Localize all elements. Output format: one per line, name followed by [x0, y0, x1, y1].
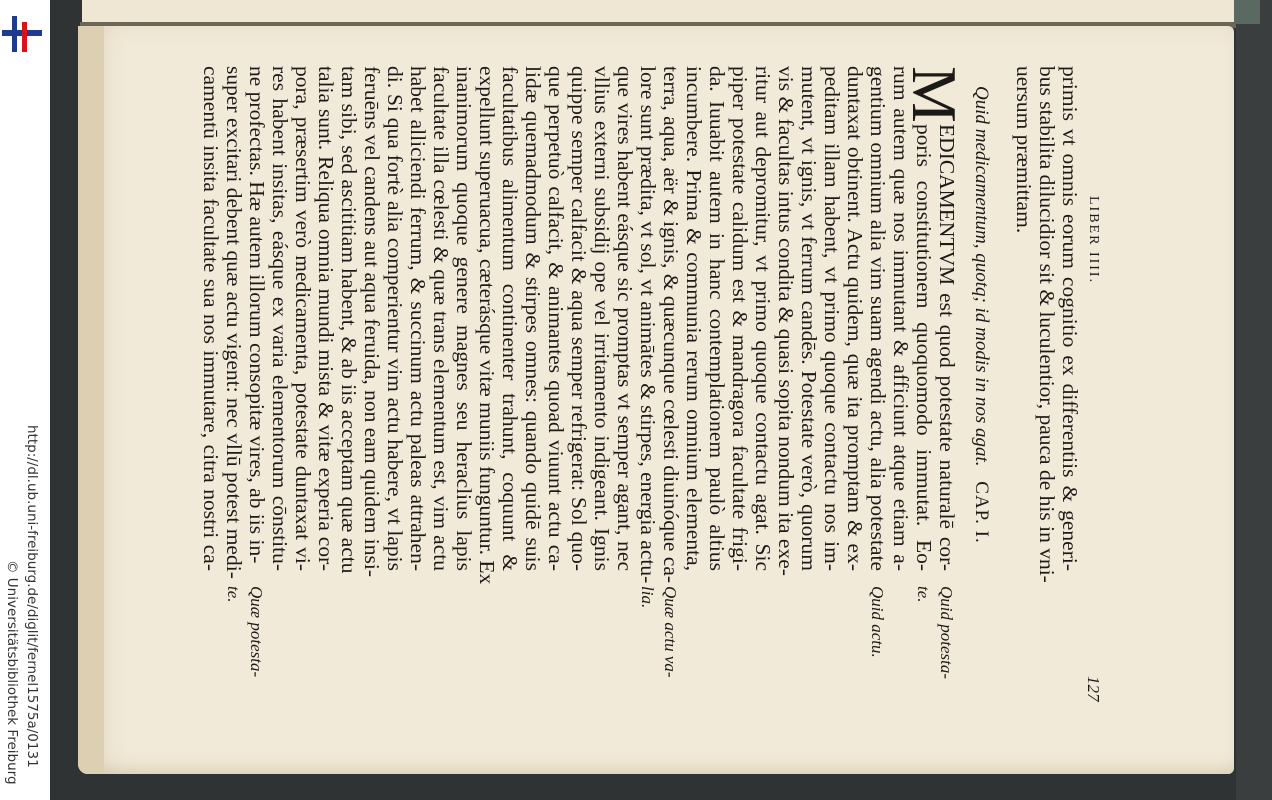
body-line: res habent insitas, eásque ex varia elementorum cōnstitu-: [268, 66, 292, 571]
library-logo[interactable]: [2, 16, 42, 56]
body-line: lidæ quemadmodum & stirpes omnes: quando quidē suis: [521, 66, 545, 571]
body-line: que perpetuò calfacit, & animantes quoad viuunt actu ca-: [544, 66, 568, 571]
body-line: tam sibi, sed ascititiam habent, & ab iis acceptam quæ actu: [337, 66, 361, 574]
page-number: 127: [1084, 676, 1103, 702]
side-strip: [0, 0, 50, 800]
margin-note: Quæ actu va-: [661, 586, 680, 678]
body-line: peditam illam habent, vt primo quoque contactu nos im-: [820, 66, 844, 571]
intro-line: bus stabilita dilucidior sit & luculentior, pauca de his in vni-: [1035, 66, 1059, 583]
body-line: super excitari debent quæ actu vigent: nec vllū potest medi-: [222, 66, 246, 579]
margin-note: lia.: [638, 586, 657, 609]
drop-cap: M: [899, 66, 970, 123]
body-line: duntaxat obtinent. Actu quidem, quæ ita promptam & ex-: [843, 66, 867, 571]
body-line: da. Iuuabit autem in hanc contemplationem paulò altius: [705, 66, 729, 571]
body-line: facultatibus alimentum continenter trahunt, coquunt &: [498, 66, 522, 571]
margin-note: te.: [224, 586, 243, 603]
body-line: camentū insita facultate sua nos immutare, citra nostri ca-: [199, 66, 223, 571]
logo-bar: [12, 16, 17, 52]
body-line: rum autem quæ nos immutant & afficiunt atque etiam a-: [889, 66, 913, 571]
body-line: vllius externi subsidij ope vel irritamento indigeant. Ignis: [590, 66, 614, 571]
body-line: incumbere. Prima & communia rerum omnium elementa,: [682, 66, 706, 571]
body-line: ritur aut depromitur, vt primo quoque contactu agat. Sic: [751, 66, 775, 571]
body-line: lore sunt prædita, vt sol, vt animātes & stirpes, energia actu-: [636, 66, 660, 584]
scanner-corner: [1232, 0, 1260, 24]
chapter-title: Quid medicamentum, quotq; id modis in nos agat.: [971, 86, 992, 467]
first-word: EDICAMENTVM: [935, 124, 959, 286]
margin-note: te.: [914, 586, 933, 603]
chapter-heading: [970, 86, 993, 544]
body-line: que vires habent eásque sic promptas vt semper agant, nec: [613, 66, 637, 571]
body-line: piper potestate calidum est & mandragora facultate frigi-: [728, 66, 752, 571]
body-line: terra, aqua, aër & ignis, & quæcunque cœlesti diuinóque ca-: [659, 66, 683, 584]
running-head: LIBER IIII.: [1086, 196, 1101, 285]
intro-line: primis vt omnis eorum cognitio ex differentiis & generi-: [1058, 66, 1082, 571]
previous-page-edge: [82, 0, 1234, 23]
intro-line: uersum præmittam.: [1012, 66, 1036, 234]
margin-note: Quid potesta-: [937, 586, 956, 680]
first-line: [935, 124, 958, 571]
margin-note: Quæ potesta-: [247, 586, 266, 678]
first-line-rest: est quod potestate naturalē cor-: [935, 293, 959, 572]
body-line: habet alliciendi ferrum, & succinum actu paleas attrahen-: [406, 66, 430, 571]
page-gutter: [78, 26, 104, 774]
source-url[interactable]: http://dl.ub.uni-freiburg.de/diglit/fernel1575a/0131: [24, 425, 40, 768]
body-line: expellunt superuacua, cæterásque vitæ muniis funguntur. Ex: [475, 66, 499, 585]
body-line: di. Si qua fortè alia comperientur vim actu habere, vt lapis: [383, 66, 407, 571]
chapter-label: CAP. I.: [971, 481, 992, 544]
body-line: poris constitutionem quoquomodo immutat. Eo-: [912, 124, 936, 571]
body-line: facultate illa cœlesti & quæ trans elementum est, vim actu: [429, 66, 453, 571]
body-line: pora, præsertim verò medicamenta, potestate duntaxat vi-: [291, 66, 315, 571]
page-text-block: [199, 66, 1105, 706]
body-line: mutent, vt ignis, vt ferrum candēs. Potestate verò, quorum: [797, 66, 821, 571]
body-line: talia sunt. Reliqua omnia mundi mista & vitæ experia cor-: [314, 66, 338, 571]
body-line: quippe semper calfacit & aqua semper refrigerat: Sol quo-: [567, 66, 591, 571]
margin-note: Quid actu.: [868, 586, 887, 658]
body-line: vis & facultas intus condita & quasi sopita nondum ita exe-: [774, 66, 798, 576]
body-line: inanimorum quoque genere magnes seu heraclius lapis: [452, 66, 476, 571]
copyright-credit: © Universitätsbibliothek Freiburg: [4, 560, 20, 785]
body-line: feruēns vel candens aut aqua feruida, non eam quidem insi-: [360, 66, 384, 578]
scanner-background-right: [1236, 0, 1272, 800]
body-line: ne profectas. Hæ autem illorum consopitæ vires, ab iis in-: [245, 66, 269, 564]
logo-bar: [22, 22, 27, 52]
body-line: gentium omnium alia vim suam agendi actu, alia potestate: [866, 66, 890, 571]
